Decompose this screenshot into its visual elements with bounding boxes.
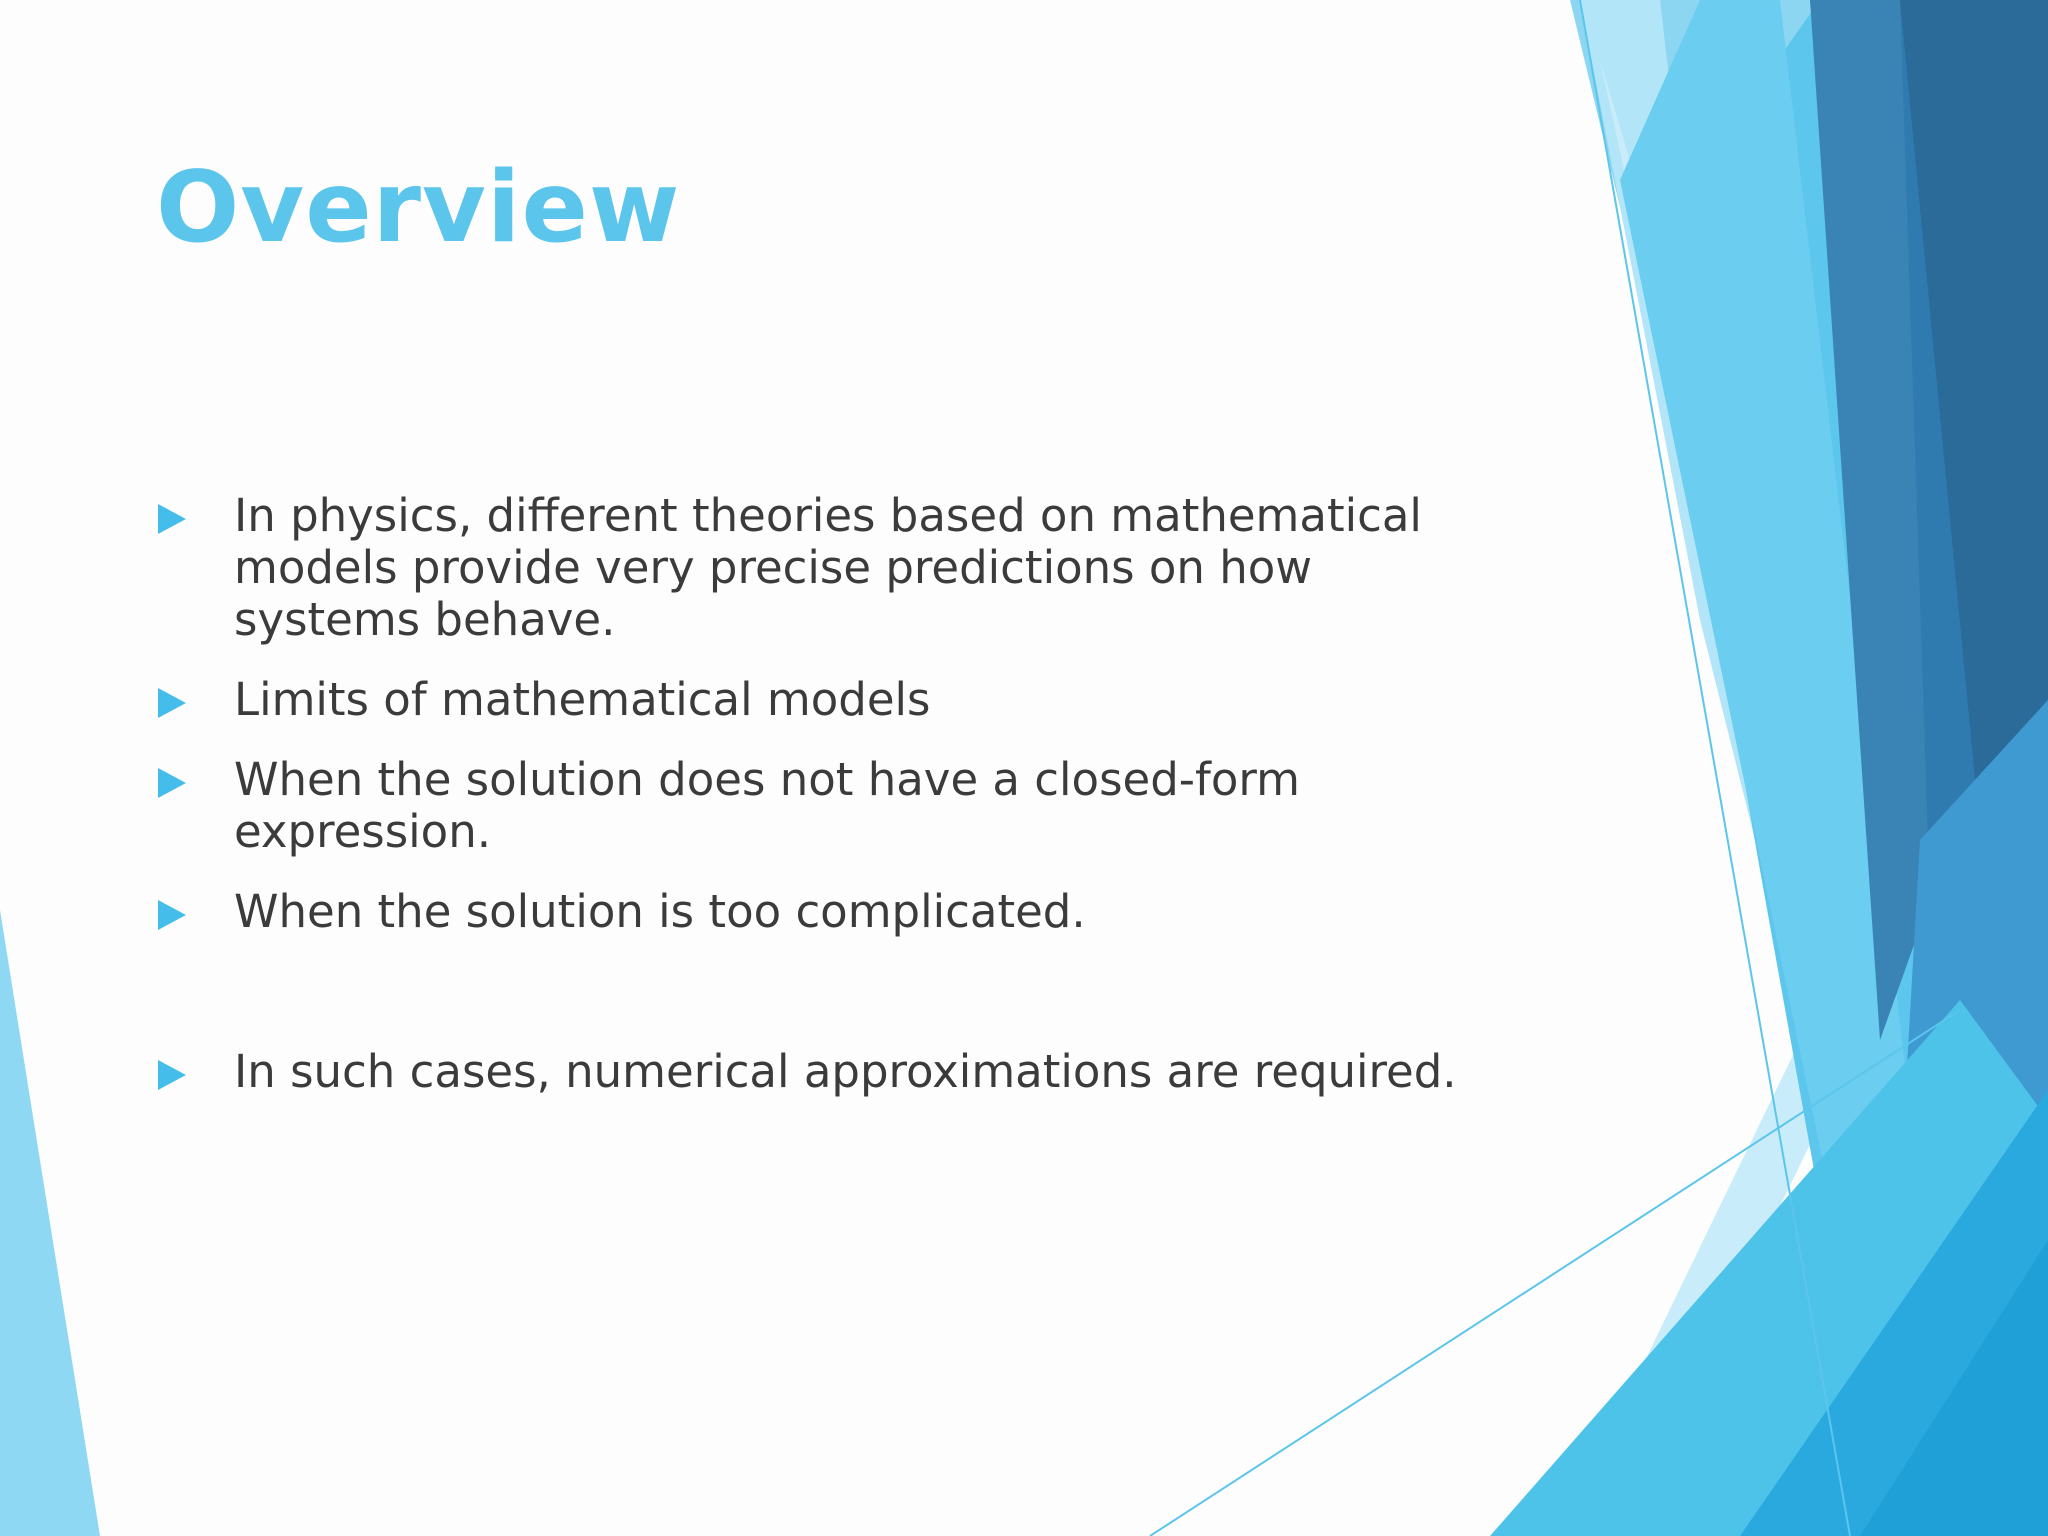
- bullet-item: [156, 886, 1486, 938]
- bullet-item: [156, 1046, 1486, 1098]
- bullet-item: [156, 674, 1486, 726]
- bullet-list: [156, 490, 1486, 1098]
- slide-title: Overview: [156, 151, 681, 265]
- triangle-right-icon: [158, 504, 186, 534]
- triangle-right-icon: [158, 688, 186, 718]
- bullet-item: [156, 490, 1486, 646]
- left-accent-shape: [0, 910, 100, 1536]
- bullet-text: When the solution does not have a closed-form expression.: [234, 753, 1300, 858]
- bullet-text: In physics, different theories based on mathematical models provide very precise predictions on how systems behave.: [234, 489, 1422, 646]
- bullet-text: When the solution is too complicated.: [234, 885, 1086, 938]
- triangle-right-icon: [158, 768, 186, 798]
- triangle-right-icon: [158, 1060, 186, 1090]
- triangle-right-icon: [158, 900, 186, 930]
- bullet-text: In such cases, numerical approximations are required.: [234, 1045, 1457, 1098]
- bullet-text: Limits of mathematical models: [234, 673, 931, 726]
- bullet-item: [156, 754, 1486, 858]
